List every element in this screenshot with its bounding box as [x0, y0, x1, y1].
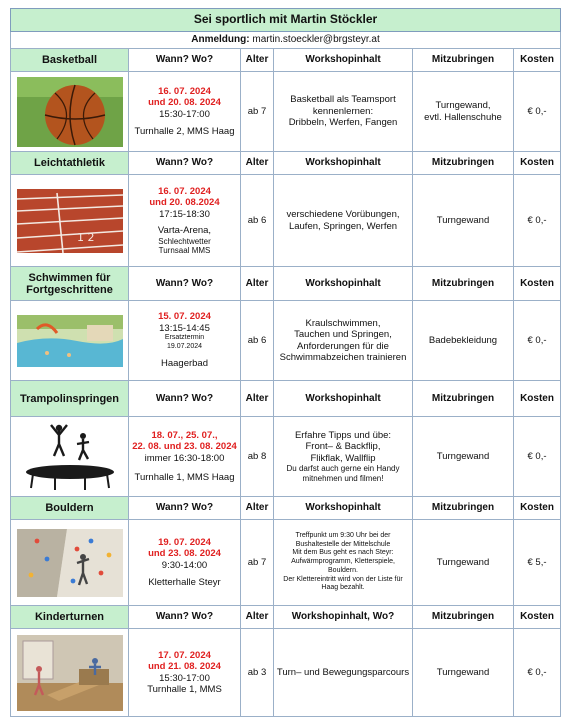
- col-when: Wann? Wo?: [129, 267, 241, 301]
- col-when: Wann? Wo?: [129, 381, 241, 417]
- climbing-wall-photo: [17, 529, 123, 597]
- age: ab 8: [241, 417, 274, 497]
- when-where: [129, 629, 241, 717]
- activity-name: Leichtathletik: [11, 152, 129, 175]
- content-line: Basketball als Teamsport: [290, 94, 396, 106]
- date-line: 16. 07. 2024: [158, 85, 211, 97]
- page-title: Sei sportlich mit Martin Stöckler: [11, 9, 561, 32]
- col-age: Alter: [241, 267, 274, 301]
- alt-date: 19.07.2024: [166, 343, 203, 351]
- col-when: Wann? Wo?: [129, 49, 241, 72]
- col-bring: Mitzubringen: [413, 606, 514, 629]
- bring: [413, 72, 514, 152]
- content-line: Schwimmabzeichen trainieren: [279, 352, 407, 363]
- bring: Turngewand: [413, 175, 514, 267]
- date-line: und 20. 08. 2024: [148, 97, 221, 108]
- alt-date-label: Ersatztermin: [164, 334, 205, 342]
- age: ab 7: [241, 72, 274, 152]
- when-where: [129, 72, 241, 152]
- col-bring: Mitzubringen: [413, 49, 514, 72]
- col-content: Workshopinhalt: [274, 267, 413, 301]
- content-line: verschiedene Vorübungen,: [286, 209, 400, 220]
- place-note: Turnsaal MMS: [158, 246, 211, 255]
- workshop-content: [274, 301, 413, 381]
- age: ab 7: [241, 520, 274, 606]
- place-note: Schlechtwetter: [158, 236, 211, 246]
- activity-name: Trampolinspringen: [11, 381, 129, 417]
- when-where: [129, 417, 241, 497]
- content-line: Laufen, Springen, Werfen: [288, 220, 398, 232]
- image-cell: [11, 417, 129, 497]
- col-cost: Kosten: [514, 49, 561, 72]
- col-age: Alter: [241, 606, 274, 629]
- workshop-content: [274, 175, 413, 267]
- activity-row-trampolin: [11, 417, 561, 497]
- registration-label: Anmeldung:: [191, 34, 250, 46]
- workshop-content: [274, 72, 413, 152]
- age: ab 3: [241, 629, 274, 717]
- col-bring: Mitzubringen: [413, 497, 514, 520]
- time: 9:30-14:00: [161, 559, 208, 571]
- workshop-content: [274, 417, 413, 497]
- content-line: Tauchen und Springen,: [294, 329, 392, 340]
- section-header-bouldern: [11, 497, 561, 520]
- activity-row-leichtathletik: [11, 175, 561, 267]
- cost: € 0,-: [514, 301, 561, 381]
- content-line: Front– & Backflip,: [305, 441, 381, 453]
- col-bring: Mitzubringen: [413, 152, 514, 175]
- col-cost: Kosten: [514, 497, 561, 520]
- time: 13:15-14:45: [159, 322, 210, 334]
- program-sheet: [10, 8, 560, 717]
- image-cell: [11, 72, 129, 152]
- registration-line: [11, 32, 561, 49]
- activity-row-kinderturnen: [11, 629, 561, 717]
- date-line: 17. 07. 2024: [158, 649, 211, 661]
- place: Turnhalle 1, MMS Haag: [134, 472, 235, 483]
- content-line: Bushaltestelle der Mittelschule: [295, 540, 391, 548]
- activity-row-basketball: [11, 72, 561, 152]
- activity-row-bouldern: [11, 520, 561, 606]
- date-line: 18. 07., 25. 07.,: [151, 429, 218, 441]
- program-table: [10, 8, 561, 717]
- date-line: 19. 07. 2024: [158, 536, 211, 548]
- col-content: Workshopinhalt, Wo?: [274, 606, 413, 629]
- image-cell: [11, 175, 129, 267]
- cost: € 5,-: [514, 520, 561, 606]
- bring: Turngewand: [413, 629, 514, 717]
- content-line: Treffpunkt um 9:30 Uhr bei der: [295, 531, 391, 539]
- activity-row-schwimmen: [11, 301, 561, 381]
- time: 17:15-18:30: [159, 208, 210, 220]
- when-where: [129, 175, 241, 267]
- time: 15:30-17:00: [159, 672, 210, 684]
- content-line: Haag bezahlt.: [321, 584, 365, 592]
- image-cell: [11, 520, 129, 606]
- col-content: Workshopinhalt: [274, 381, 413, 417]
- section-header-trampolin: [11, 381, 561, 417]
- date-line: und 23. 08. 2024: [148, 548, 221, 559]
- content-line: Erfahre Tipps und übe:: [294, 429, 392, 441]
- content-line: Kraulschwimmen,: [305, 317, 381, 329]
- section-header-schwimmen: [11, 267, 561, 301]
- activity-name: Kinderturnen: [11, 606, 129, 629]
- place: Turnhalle 2, MMS Haag: [134, 126, 235, 137]
- date-line: 16. 07. 2024: [158, 185, 211, 197]
- content-line: kennenlernen:: [312, 105, 374, 117]
- col-age: Alter: [241, 497, 274, 520]
- col-cost: Kosten: [514, 606, 561, 629]
- col-when: Wann? Wo?: [129, 606, 241, 629]
- col-content: Workshopinhalt: [274, 497, 413, 520]
- content-line: Aufwärmprogramm, Kletterspiele,: [291, 558, 395, 566]
- workshop-content: Turn– und Bewegungsparcours: [274, 629, 413, 717]
- content-note: mitnehmen und filmen!: [302, 473, 384, 483]
- content-line: Der Klettereintritt wird von der Liste für: [283, 575, 403, 583]
- bring: Badebekleidung: [413, 301, 514, 381]
- bring: Turngewand: [413, 520, 514, 606]
- when-where: [129, 301, 241, 381]
- svg-text:1 2: 1 2: [76, 230, 94, 244]
- bring: Turngewand: [413, 417, 514, 497]
- image-cell: [11, 301, 129, 381]
- col-cost: Kosten: [514, 267, 561, 301]
- basketball-photo: [17, 77, 123, 147]
- col-cost: Kosten: [514, 381, 561, 417]
- content-note: Du darfst auch gerne ein Handy: [286, 464, 400, 474]
- activity-name: Bouldern: [11, 497, 129, 520]
- cost: € 0,-: [514, 417, 561, 497]
- running-track-photo: [17, 189, 123, 253]
- place: Varta-Arena,: [157, 225, 212, 236]
- age: ab 6: [241, 175, 274, 267]
- content-line: Mit dem Bus geht es nach Steyr:: [292, 549, 394, 557]
- col-content: Workshopinhalt: [274, 49, 413, 72]
- col-bring: Mitzubringen: [413, 381, 514, 417]
- col-age: Alter: [241, 152, 274, 175]
- content-line: Bouldern.: [328, 566, 358, 574]
- image-cell: [11, 629, 129, 717]
- col-cost: Kosten: [514, 152, 561, 175]
- cost: € 0,-: [514, 629, 561, 717]
- content-line: Flikflak, Wallflip: [310, 452, 376, 464]
- col-when: Wann? Wo?: [129, 497, 241, 520]
- content-line: Anforderungen für die: [297, 340, 389, 352]
- activity-name: Schwimmen für Fortgeschrittene: [11, 267, 129, 301]
- date-line: 15. 07. 2024: [158, 311, 211, 323]
- bring-line: Turngewand,: [435, 100, 491, 111]
- when-where: [129, 520, 241, 606]
- col-age: Alter: [241, 381, 274, 417]
- col-when: Wann? Wo?: [129, 152, 241, 175]
- activity-name: Basketball: [11, 49, 129, 72]
- time: immer 16:30-18:00: [144, 452, 225, 464]
- col-bring: Mitzubringen: [413, 267, 514, 301]
- registration-email[interactable]: martin.stoeckler@brgsteyr.at: [252, 34, 380, 46]
- col-age: Alter: [241, 49, 274, 72]
- time: 15:30-17:00: [159, 108, 210, 120]
- section-header-kinderturnen: [11, 606, 561, 629]
- bring-line: evtl. Hallenschuhe: [424, 111, 502, 123]
- age: ab 6: [241, 301, 274, 381]
- swimming-pool-photo: [17, 315, 123, 367]
- place: Haagerbad: [160, 358, 208, 370]
- place: Kletterhalle Steyr: [148, 577, 221, 588]
- gym-photo: [17, 635, 123, 711]
- date-line: und 21. 08. 2024: [148, 661, 221, 672]
- cost: € 0,-: [514, 72, 561, 152]
- workshop-content: [274, 520, 413, 606]
- trampoline-icon: [17, 422, 123, 492]
- date-line: und 20. 08.2024: [149, 197, 220, 208]
- content-line: Dribbeln, Werfen, Fangen: [288, 117, 398, 129]
- place: Turnhalle 1, MMS: [147, 684, 222, 695]
- col-content: Workshopinhalt: [274, 152, 413, 175]
- date-line: 22. 08. und 23. 08. 2024: [132, 441, 237, 452]
- cost: € 0,-: [514, 175, 561, 267]
- section-header-basketball: [11, 49, 561, 72]
- section-header-leichtathletik: [11, 152, 561, 175]
